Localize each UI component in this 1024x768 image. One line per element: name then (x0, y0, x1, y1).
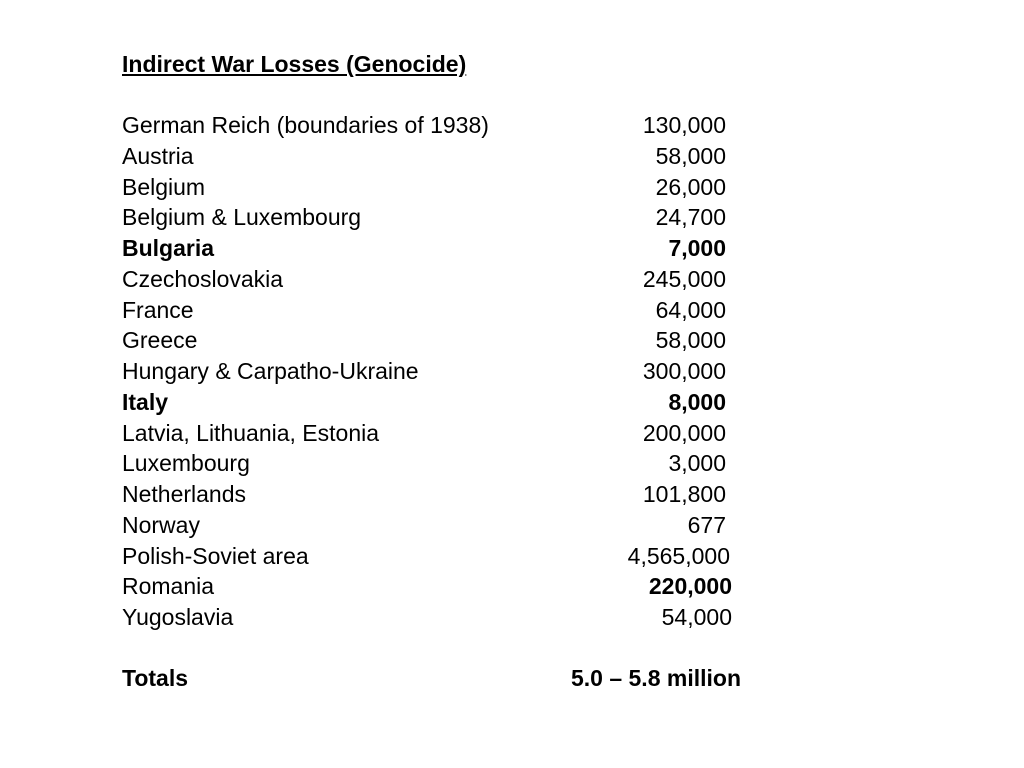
loss-value: 4,565,000 (627, 542, 730, 569)
loss-value: 245,000 (642, 265, 726, 292)
country-name: Belgium (122, 173, 206, 200)
country-name: Czechoslovakia (122, 265, 284, 292)
country-name: Austria (122, 142, 194, 169)
loss-value: 130,000 (642, 112, 726, 138)
country-name: Norway (122, 511, 200, 538)
country-name: Romania (122, 573, 215, 600)
country-name: Italy (122, 388, 169, 415)
country-name: German Reich (boundaries of 1938) (122, 112, 489, 138)
loss-value: 3,000 (668, 450, 726, 477)
country-name: Greece (122, 327, 198, 354)
loss-value: 26,000 (655, 173, 726, 200)
country-name: Polish-Soviet area (122, 542, 309, 569)
country-name: Hungary & Carpatho-Ukraine (122, 358, 419, 384)
country-name: Bulgaria (122, 235, 215, 261)
loss-value: 8,000 (668, 388, 726, 415)
loss-value: 64,000 (655, 296, 726, 323)
loss-value: 220,000 (648, 573, 732, 600)
country-name: France (122, 296, 194, 323)
loss-value: 677 (687, 511, 726, 538)
totals-value: 5.0 – 5.8 million (570, 665, 741, 691)
country-name: Luxembourg (122, 450, 250, 477)
loss-value: 300,000 (642, 358, 726, 384)
loss-value: 58,000 (655, 327, 726, 354)
loss-value: 54,000 (661, 604, 732, 630)
country-name: Belgium & Luxembourg (122, 204, 362, 231)
loss-value: 7,000 (668, 235, 726, 261)
slide-title: Indirect War Losses (Genocide) (122, 51, 467, 77)
country-name: Netherlands (122, 481, 247, 507)
country-name: Yugoslavia (122, 604, 234, 630)
loss-value: 101,800 (642, 481, 726, 507)
country-name: Latvia, Lithuania, Estonia (122, 419, 380, 446)
loss-value: 200,000 (642, 419, 726, 446)
loss-value: 58,000 (655, 142, 726, 169)
loss-value: 24,700 (655, 204, 726, 231)
totals-label: Totals (122, 665, 189, 691)
